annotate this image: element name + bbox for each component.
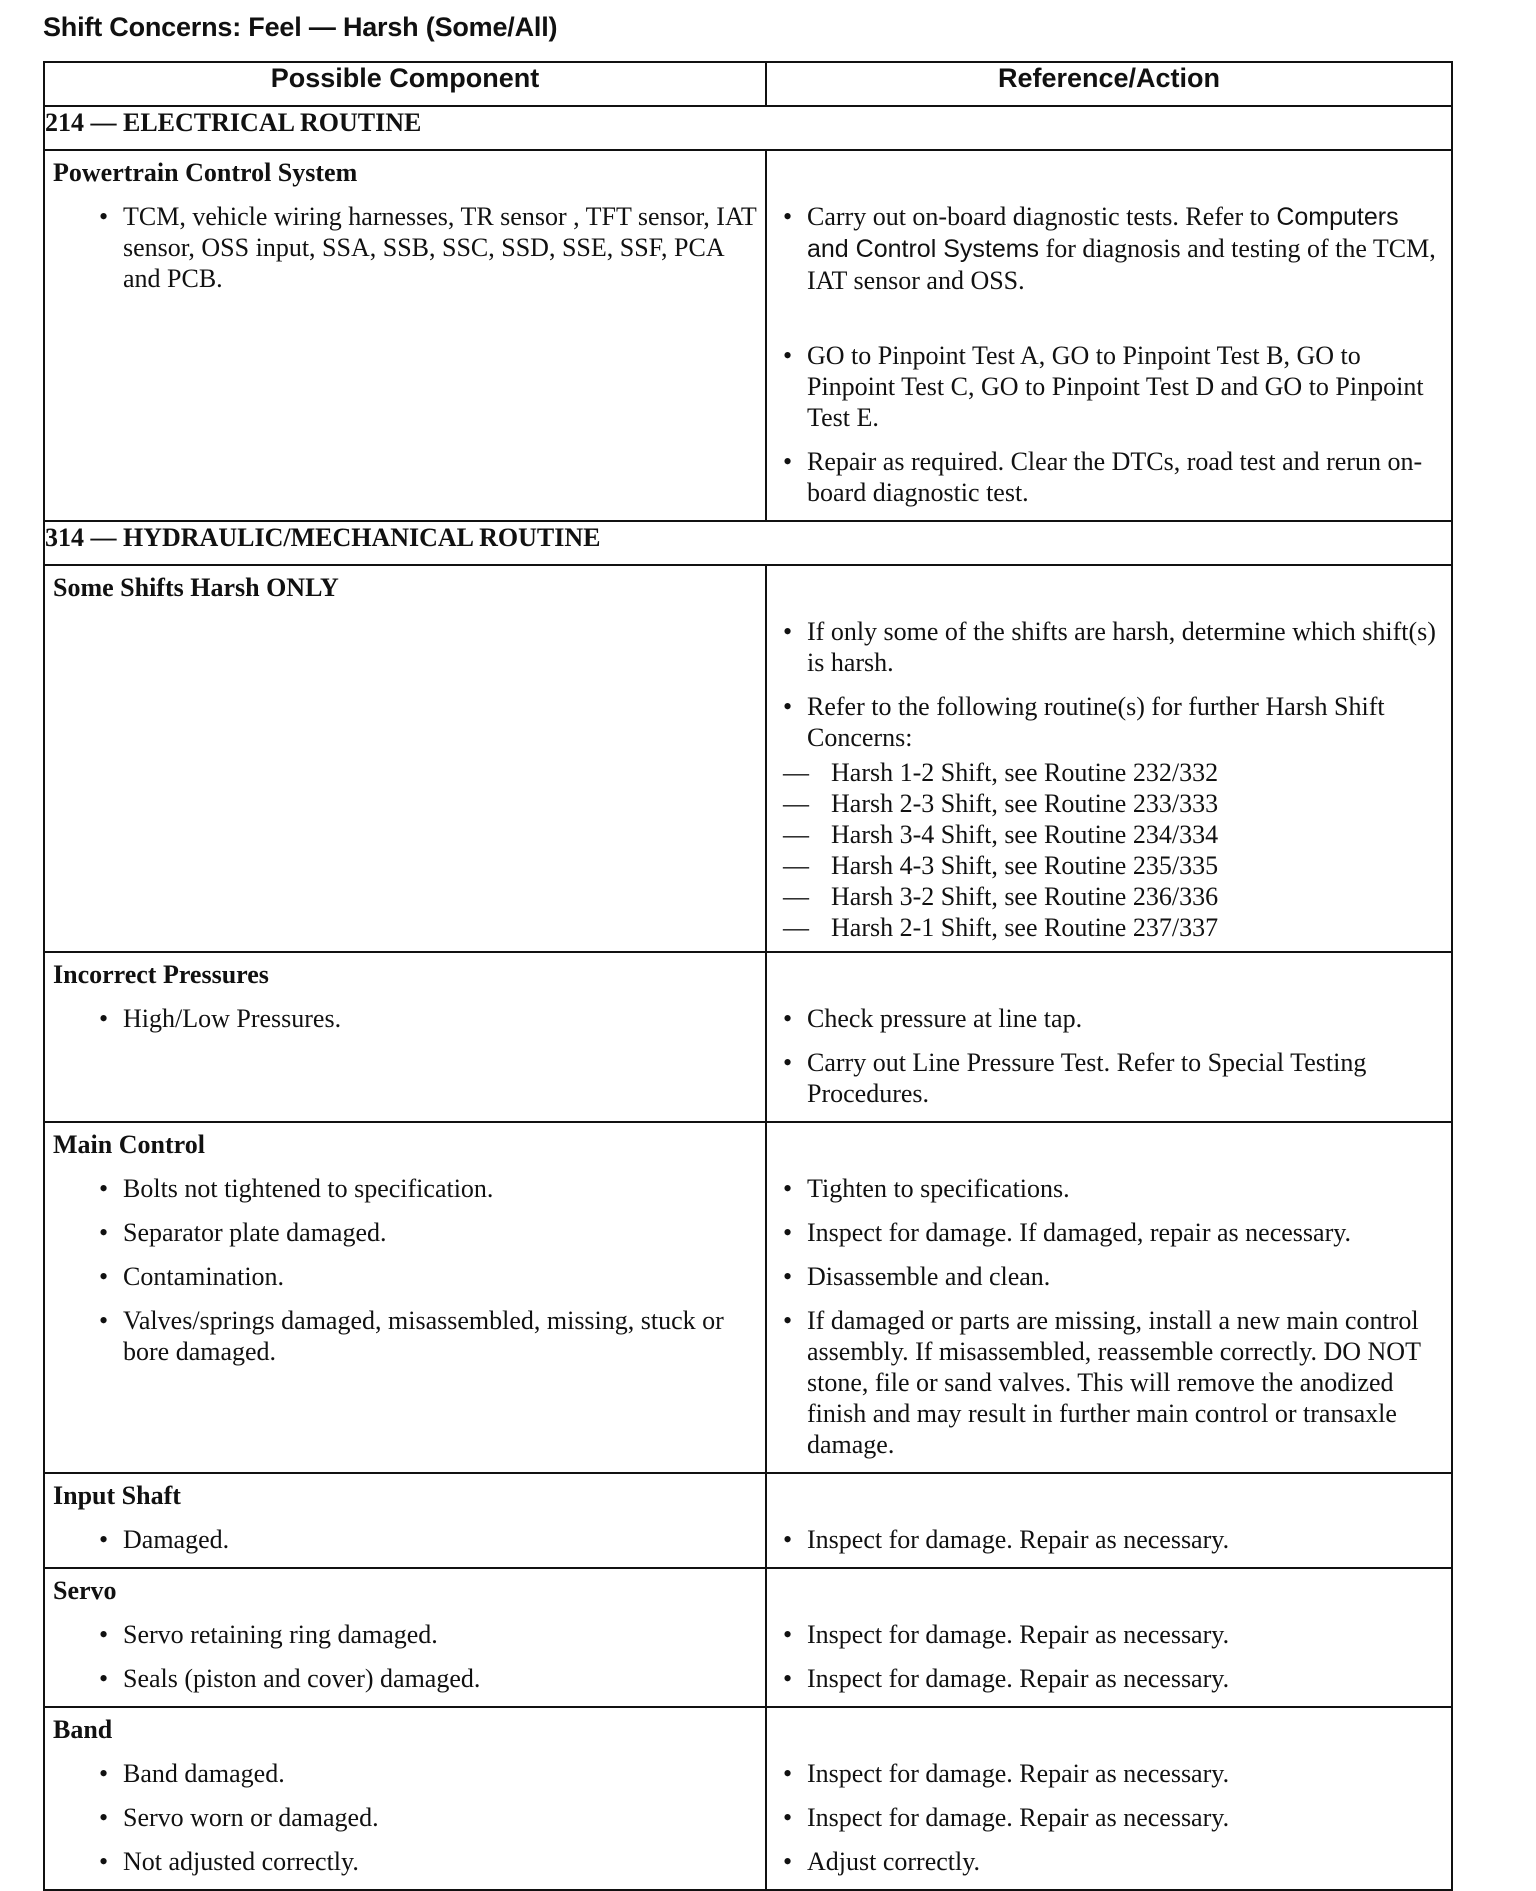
component-item: • Contamination. [53,1261,757,1292]
action-cell [766,150,1452,521]
table-row [44,952,1452,1122]
component-item: • Band damaged. [53,1758,757,1789]
component-title: Powertrain Control System [53,158,358,187]
action-item: • Inspect for damage. Repair as necessary. [775,1663,1443,1694]
action-item: • Inspect for damage. If damaged, repair as necessary. [775,1217,1443,1248]
component-item: • Damaged. [53,1524,757,1555]
component-title: Some Shifts Harsh ONLY [53,573,339,602]
page-title: Shift Concerns: Feel — Harsh (Some/All) [43,12,558,42]
component-item: • Servo worn or damaged. [53,1802,757,1833]
component-title: Band [53,1715,113,1744]
action-item [775,201,1443,296]
table-row [44,150,1452,521]
action-item: • Repair as required. Clear the DTCs, road test and rerun on-board diagnostic test. [775,446,1443,508]
component-cell [44,952,766,1122]
table-row [44,1122,1452,1473]
action-item: • Inspect for damage. Repair as necessary. [775,1758,1443,1789]
action-text: Carry out on-board diagnostic tests. Refer to [807,202,1277,231]
routine-reference: — Harsh 3-4 Shift, see Routine 234/334 [783,819,1443,850]
action-item: • Adjust correctly. [775,1846,1443,1877]
action-item: • Inspect for damage. Repair as necessary. [775,1524,1443,1555]
action-item: • Carry out Line Pressure Test. Refer to Special Testing Procedures. [775,1047,1443,1109]
component-item: • TCM, vehicle wiring harnesses, TR sensor , TFT sensor, IAT sensor, OSS input, SSA, SSB, SSC, SSD, SSE, SSF, PCA and PCB. [53,201,757,294]
table-row [44,565,1452,952]
action-cell [766,1707,1452,1890]
action-item: • Inspect for damage. Repair as necessary. [775,1802,1443,1833]
component-cell [44,565,766,952]
component-item: • Servo retaining ring damaged. [53,1619,757,1650]
action-text: for diagnosis and testing of the TCM, IAT sensor and OSS. [807,234,1436,295]
component-item: • Valves/springs damaged, misassembled, missing, stuck or bore damaged. [53,1305,757,1367]
action-item: • GO to Pinpoint Test A, GO to Pinpoint Test B, GO to Pinpoint Test C, GO to Pinpoint Test D and GO to Pinpoint Test E. [775,340,1443,433]
action-item: • If damaged or parts are missing, install a new main control assembly. If misassembled, reassemble correctly. DO NOT stone, file or sand valves. This will remove the anodized finish and may result in further main control or transaxle damage. [775,1305,1443,1460]
action-item: • If only some of the shifts are harsh, determine which shift(s) is harsh. [775,616,1443,678]
component-item: • Bolts not tightened to specification. [53,1173,757,1204]
header-reference-action: Reference/Action [766,62,1452,106]
routine-reference: — Harsh 2-1 Shift, see Routine 237/337 [783,912,1443,943]
action-cell [766,565,1452,952]
component-cell [44,1568,766,1707]
table-row [44,1473,1452,1568]
component-title: Servo [53,1576,117,1605]
action-cell [766,1473,1452,1568]
action-cell [766,1122,1452,1473]
component-cell [44,1473,766,1568]
table-row [44,1707,1452,1890]
component-item: • Not adjusted correctly. [53,1846,757,1877]
routine-reference: — Harsh 3-2 Shift, see Routine 236/336 [783,881,1443,912]
action-item: • Refer to the following routine(s) for further Harsh Shift Concerns: [775,691,1443,753]
reference-link[interactable]: Computers and Control Systems [807,203,1399,263]
action-cell [766,952,1452,1122]
component-item: • Seals (piston and cover) damaged. [53,1663,757,1694]
action-cell [766,1568,1452,1707]
table-row [44,1568,1452,1707]
routine-reference: — Harsh 4-3 Shift, see Routine 235/335 [783,850,1443,881]
component-cell [44,150,766,521]
routine-314-title: 314 — HYDRAULIC/MECHANICAL ROUTINE [44,521,1452,565]
action-item: • Check pressure at line tap. [775,1003,1443,1034]
component-item: • High/Low Pressures. [53,1003,757,1034]
routine-row-214 [44,106,1452,150]
component-item: • Separator plate damaged. [53,1217,757,1248]
component-title: Input Shaft [53,1481,181,1510]
routine-214-title: 214 — ELECTRICAL ROUTINE [44,106,1452,150]
action-item: • Tighten to specifications. [775,1173,1443,1204]
component-title: Incorrect Pressures [53,960,269,989]
header-possible-component: Possible Component [44,62,766,106]
header-row [44,62,1452,106]
routine-reference: — Harsh 2-3 Shift, see Routine 233/333 [783,788,1443,819]
component-cell [44,1707,766,1890]
action-item: • Inspect for damage. Repair as necessary. [775,1619,1443,1650]
action-item: • Disassemble and clean. [775,1261,1443,1292]
component-cell [44,1122,766,1473]
component-title: Main Control [53,1130,205,1159]
diagnosis-table [43,61,1453,1891]
routine-row-314 [44,521,1452,565]
routine-reference: — Harsh 1-2 Shift, see Routine 232/332 [783,757,1443,788]
